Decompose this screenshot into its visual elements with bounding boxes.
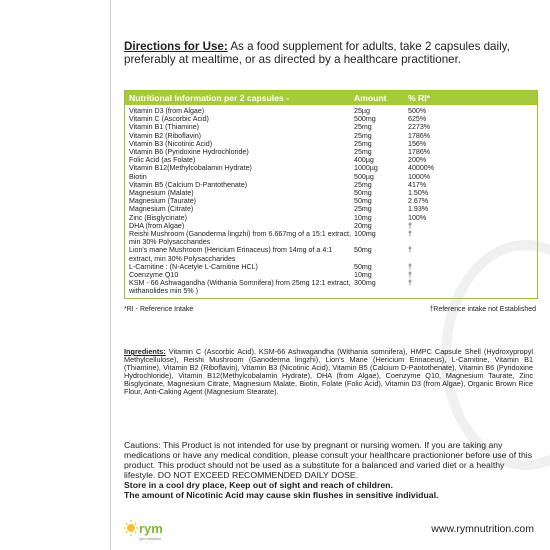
row-amount: 300mg (354, 279, 376, 288)
row-name: Magnesium (Malate) (129, 189, 194, 198)
row-name: L-Carnitine : (N-Acetyle L-Carnitine HCL) (129, 262, 258, 271)
table-row (125, 115, 537, 123)
storage-warning: Store in a cool dry place, Keep out of sight and reach of children. (124, 480, 393, 491)
row-name: Coenzyme Q10 (129, 271, 179, 280)
row-name: Magnesium (Taurate) (129, 197, 197, 206)
table-row (125, 279, 537, 295)
nicotinic-warning: The amount of Nicotinic Acid may cause skin flushes in sensitive individual. (124, 490, 439, 501)
logo-subtext: rym nutrition (139, 536, 162, 541)
table-row (125, 132, 537, 140)
row-name: Vitamin B6 (Pyridoxine Hydrochloride) (129, 148, 249, 157)
row-amount: 500µg (354, 172, 374, 181)
row-name: DHA (from Algae) (129, 221, 185, 230)
row-ri: † (408, 279, 412, 288)
header-name: Nutritional Information per 2 capsules - (129, 93, 289, 103)
row-amount: 25mg (354, 123, 372, 132)
ingredients-section (124, 348, 533, 397)
row-ri: † (408, 221, 412, 230)
row-name: Magnesium (Citrate) (129, 205, 194, 214)
row-ri: 1.50% (408, 189, 429, 198)
row-ri: 2.67% (408, 197, 429, 206)
left-margin (0, 0, 110, 550)
table-footnotes (124, 306, 536, 313)
row-name: Vitamin D3 (from Algae) (129, 107, 205, 115)
row-ri: 1000% (408, 172, 431, 181)
ingredients-text: Vitamin C (Ascorbic Acid), KSM-66 Ashwagandha (Withania somnifera), HMPC Capsule Shell (Hydroxypropyl Methylcellulose), Reishi Mushroom (Ganoderma lingzhi), Lion's Mane (Hericium Erinaceus), L-Carnitine, Vitamin B1 (Thiamine), Vitamin B2 (Riboflavin), Vitamin B3 (Nicotinic Acid), Vitamin B5 (Calcium D-Pantothenate), Vitamin B6 (Pyridoxine Hydrochloride), Vitamin B12(Methylcobalamin Hydrate), DHA (from Algae), Coenzyme Q10, Magnesium Taurate, Zinc Bisglycinate, Magnesium Citrate, Magnesium Malate, Biotin, Folate (Folic Acid), Vitamin D3 (from Algae), Organic Brown Rice Flour, Anti-Caking Agent (Magnesium Stearate). (124, 347, 533, 397)
table-row (125, 156, 537, 164)
row-ri: 200% (408, 156, 427, 165)
row-amount: 20mg (354, 221, 372, 230)
row-amount: 1000µg (354, 164, 378, 173)
row-amount: 50mg (354, 189, 372, 198)
row-ri: † (408, 246, 412, 255)
row-ri: † (408, 230, 412, 239)
row-ri: 156% (408, 139, 427, 148)
table-row (125, 173, 537, 181)
row-amount: 10mg (354, 271, 372, 280)
row-name: Vitamin B5 (Calcium D-Pantothenate) (129, 180, 248, 189)
sun-icon (124, 518, 168, 542)
directions-heading: Directions for Use: (124, 40, 228, 53)
directions-section (124, 40, 536, 67)
directions-text: As a food supplement for adults, take 2 capsules daily, preferably at mealtime, or as directed by a healthcare practitioner. (124, 40, 510, 67)
row-ri: 100% (408, 213, 427, 222)
row-amount: 25mg (354, 139, 372, 148)
table-row (125, 107, 537, 115)
row-amount: 25mg (354, 131, 372, 140)
row-amount: 400µg (354, 156, 374, 165)
ingredients-heading: Ingredients: (124, 347, 166, 356)
table-row (125, 205, 537, 213)
row-name: Lion's mane Mushroom (Hericium Erinaceus) from 14mg of a 4:1 extract, min 30% Polysaccharides (129, 246, 333, 263)
table-row (125, 230, 537, 246)
row-amount: 25µg (354, 107, 370, 115)
cautions-section (124, 440, 536, 501)
table-row (125, 123, 537, 131)
row-amount: 25mg (354, 148, 372, 157)
nutrition-table-body (125, 105, 537, 298)
website-url: www.rymnutrition.com (431, 523, 534, 535)
header-ri: % RI* (408, 93, 430, 103)
table-row (125, 197, 537, 205)
table-row (125, 246, 537, 262)
nutrition-table-header (125, 91, 537, 105)
nutrition-table (124, 90, 538, 299)
footnote-ri: *RI - Reference Intake (124, 306, 194, 313)
table-row (125, 140, 537, 148)
row-name: Vitamin B3 (Nicotinic Acid) (129, 139, 213, 148)
row-name: Vitamin B1 (Thiamine) (129, 123, 200, 132)
row-ri: 1786% (408, 131, 431, 140)
table-row (125, 214, 537, 222)
row-ri: 1786% (408, 148, 431, 157)
row-name: Vitamin B12(Methylcobalamin Hydrate) (129, 164, 252, 173)
table-row (125, 222, 537, 230)
row-ri: 417% (408, 180, 427, 189)
row-ri: 625% (408, 115, 427, 124)
footnote-dagger: †Reference intake not Established (429, 306, 536, 313)
row-name: Vitamin C (Ascorbic Acid) (129, 115, 209, 124)
row-ri: 500% (408, 107, 427, 115)
row-ri: † (408, 262, 412, 271)
row-name: Biotin (129, 172, 147, 181)
table-row (125, 148, 537, 156)
brand-logo (124, 518, 168, 542)
row-name: Reishi Mushroom (Ganoderma lingzhi) from 6.667mg of a 15:1 extract, min 30% Polysaccharides (129, 230, 351, 247)
row-amount: 25mg (354, 180, 372, 189)
row-ri: 2273% (408, 123, 431, 132)
table-row (125, 271, 537, 279)
table-row (125, 164, 537, 172)
row-name: KSM - 66 Ashwagandha (Withania Somnifera) from 25mg 12:1 extract, withanolides min 5% ) (129, 279, 351, 296)
header-amount: Amount (354, 93, 387, 103)
table-row (125, 189, 537, 197)
row-name: Zinc (Bisglycinate) (129, 213, 187, 222)
row-amount: 25mg (354, 205, 372, 214)
row-ri: 1.93% (408, 205, 429, 214)
row-amount: 10mg (354, 213, 372, 222)
row-amount: 50mg (354, 246, 372, 255)
row-name: Folic Acid (as Folate) (129, 156, 196, 165)
table-row (125, 181, 537, 189)
table-row (125, 263, 537, 271)
cautions-text: Cautions: This Product is not intended for use by pregnant or nursing women. If you are taking any medications or have any medical condition, please consult your healthcare practionioner before use of this product. This product should not be used as a substitute for a balanced and varied diet or a healthy lifestyle. DO NOT EXCEED RECOMMENDED DAILY DOSE. (124, 440, 533, 481)
row-amount: 50mg (354, 197, 372, 206)
row-amount: 100mg (354, 230, 376, 239)
row-ri: 40000% (408, 164, 435, 173)
row-amount: 500mg (354, 115, 376, 124)
row-ri: † (408, 271, 412, 280)
row-name: Vitamin B2 (Riboflavin) (129, 131, 202, 140)
row-amount: 50mg (354, 262, 372, 271)
logo-wordmark: rym (139, 521, 163, 536)
